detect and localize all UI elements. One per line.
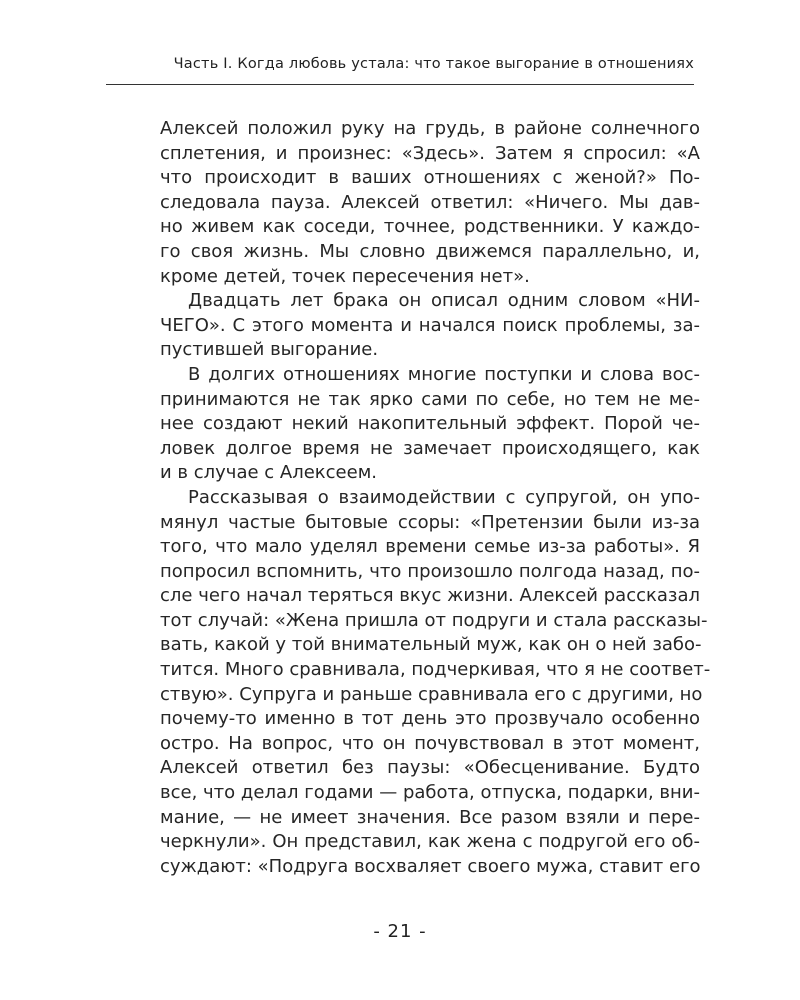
text-line: Алексей ответил без паузы: «Обесценивание. Будто: [160, 757, 700, 779]
text-line: суждают: «Подруга восхваляет своего мужа, ставит его: [160, 855, 701, 877]
text-line: мянул частые бытовые ссоры: «Претензии были из-за: [160, 511, 700, 533]
text-line: принимаются не так ярко сами по себе, но тем не ме-: [160, 388, 700, 410]
body-text: [160, 117, 711, 879]
text-line: Двадцать лет брака он описал одним словом «НИ-: [188, 290, 700, 312]
text-line: почему-то именно в тот день это прозвучало особенно: [160, 708, 700, 730]
text-line: черкнули». Он представил, как жена с подругой его об-: [160, 831, 700, 853]
text-line: того, что мало уделял времени семье из-за работы». Я: [160, 536, 700, 558]
text-line: тится. Много сравнивала, подчеркивая, что я не соответ-: [160, 659, 711, 681]
text-line: что происходит в ваших отношениях с женой?» По-: [160, 167, 700, 189]
text-line: Рассказывая о взаимодействии с супругой, он упо-: [188, 486, 700, 508]
text-line: остро. На вопрос, что он почувствовал в этот момент,: [160, 732, 700, 754]
text-line: следовала пауза. Алексей ответил: «Ничего. Мы дав-: [160, 191, 700, 213]
text-line: Алексей положил руку на грудь, в районе солнечного: [160, 118, 700, 139]
text-line: В долгих отношениях многие поступки и слова вос-: [188, 363, 700, 385]
text-line: ЧЕГО». С этого момента и начался поиск проблемы, за-: [160, 314, 700, 336]
text-line: и в случае с Алексеем.: [160, 462, 377, 484]
text-line: пустившей выгорание.: [160, 339, 379, 361]
text-line: сплетения, и произнес: «Здесь». Затем я спросил: «А: [160, 142, 700, 164]
text-line: нее создают некий накопительный эффект. Порой че-: [160, 413, 700, 435]
page-number: - 21 -: [373, 921, 427, 942]
running-header: Часть I. Когда любовь устала: что такое выгорание в отношениях: [173, 56, 694, 72]
text-line: все, что делал годами — работа, отпуска, подарки, вни-: [160, 782, 700, 804]
text-line: мание, — не имеет значения. Все разом взяли и пере-: [160, 806, 700, 828]
text-line: попросил вспомнить, что произошло полгода назад, по-: [160, 560, 700, 582]
text-line: сле чего начал теряться вкус жизни. Алексей рассказал: [160, 585, 700, 607]
text-line: го своя жизнь. Мы словно движемся параллельно, и,: [160, 240, 700, 262]
text-line: вать, какой у той внимательный муж, как он о ней забо-: [160, 634, 702, 656]
text-line: но живем как соседи, точнее, родственники. У каждо-: [160, 216, 700, 238]
text-line: ствую». Супруга и раньше сравнивала его с другими, но: [160, 683, 703, 705]
text-line: кроме детей, точек пересечения нет».: [160, 265, 530, 287]
header-rule: [106, 84, 694, 85]
text-line: тот случай: «Жена пришла от подруги и стала рассказы-: [160, 609, 708, 631]
text-line: ловек долгое время не замечает происходящего, как: [160, 437, 700, 459]
